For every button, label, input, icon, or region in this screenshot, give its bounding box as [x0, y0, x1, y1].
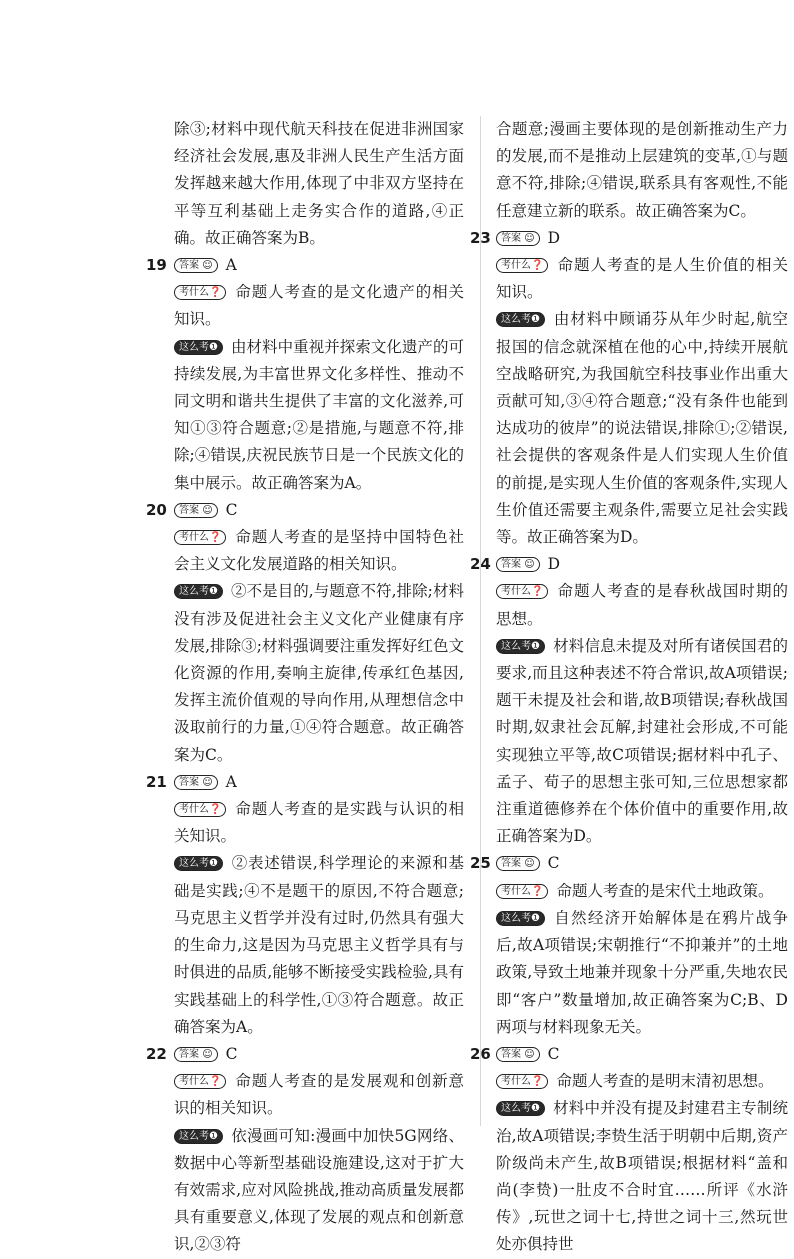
explanation: 这么考❶ ②表述错误,科学理论的来源和基础是实践;④不是题干的原因,不符合题意;马克思主义哲学并没有过时,仍然具有强大的生命力,这是因为马克思主义哲学具有与时俱进的品质,能够不断接受实践检验,具有实践基础上的科学性,①③符合题意。故正确答案为A。	[174, 854, 464, 1036]
kaoshenme-badge: 考什么❓	[496, 884, 548, 899]
kaoshenme-badge: 考什么❓	[174, 285, 226, 300]
question-20	[146, 497, 464, 769]
right-column	[470, 116, 788, 1259]
answer-badge: 答案 ☺	[496, 1047, 540, 1062]
answer-badge: 答案 ☺	[174, 775, 218, 790]
explanation: 这么考❶ 材料中并没有提及封建君主专制统治,故A项错误;李贽生活于明朝中后期,资产阶级尚未产生,故B项错误;根据材料“盖和尚(李贽)一肚皮不合时宜……所评《水浒传》,玩世之词十七,持世之词十三,然玩世处亦俱持世	[496, 1099, 788, 1254]
question-number: 23	[470, 228, 491, 247]
exam-point: 考什么❓ 命题人考查的是宋代土地政策。	[496, 878, 788, 905]
kaoshenme-badge: 考什么❓	[174, 530, 226, 545]
question-number: 26	[470, 1044, 491, 1063]
zheyangkao-badge: 这么考❶	[174, 340, 223, 355]
explanation: 这么考❶ 由材料中重视并探索文化遗产的可持续发展,为丰富世界文化多样性、推动不同文明和谐共生提供了丰富的文化滋养,可知①③符合题意;②是措施,与题意不符,排除;④错误,庆祝民族节日是一个民族文化的集中展示。故正确答案为A。	[174, 337, 464, 492]
smile-icon: ☺	[524, 1048, 535, 1060]
answer-badge: 答案 ☺	[496, 557, 540, 572]
smile-icon: ☺	[524, 559, 535, 571]
zheyangkao-badge: 这么考❶	[496, 911, 545, 926]
zheyangkao-badge: 这么考❶	[496, 1101, 545, 1116]
answer-badge: 答案 ☺	[174, 258, 218, 273]
explanation: 这么考❶ 依漫画可知:漫画中加快5G网络、数据中心等新型基础设施建设,这对于扩大有效需求,应对风险挑战,推动高质量发展都具有重要意义,体现了发展的观点和创新意识,②③符	[174, 1126, 464, 1254]
answer-line	[146, 1041, 464, 1068]
smile-icon: ☺	[202, 504, 213, 516]
question-21	[146, 769, 464, 1041]
question-number: 21	[146, 772, 167, 791]
kaoshenme-badge: 考什么❓	[496, 584, 548, 599]
answer-badge: 答案 ☺	[496, 231, 540, 246]
smile-icon: ☺	[202, 260, 213, 272]
zheyangkao-badge: 这么考❶	[174, 1129, 223, 1144]
smile-icon: ☺	[524, 858, 535, 870]
answer-line	[470, 551, 788, 578]
explanation: 这么考❶ 由材料中顾诵芬从年少时起,航空报国的信念就深植在他的心中,持续开展航空战略研究,为我国航空科技事业作出重大贡献可知,③④符合题意;“没有条件也能到达成功的彼岸”的说法错误,排除①;②错误,社会提供的客观条件是人们实现人生价值的前提,是实现人生价值的客观条件,实现人生价值还需要主观条件,需要立足社会实践等。故正确答案为D。	[496, 310, 788, 547]
smile-icon: ☺	[202, 1048, 213, 1060]
exam-point: 考什么❓ 命题人考查的是坚持中国特色社会主义文化发展道路的相关知识。	[174, 528, 464, 574]
question-25	[470, 850, 788, 1040]
smile-icon: ☺	[202, 776, 213, 788]
question-26	[470, 1041, 788, 1259]
question-24	[470, 551, 788, 850]
answer-letter: C	[547, 854, 560, 873]
answer-line	[146, 769, 464, 796]
zheyangkao-badge: 这么考❶	[496, 639, 545, 654]
answer-letter: D	[547, 228, 561, 247]
question-22	[146, 1041, 464, 1259]
exam-point: 考什么❓ 命题人考查的是发展观和创新意识的相关知识。	[174, 1072, 464, 1118]
column-divider	[480, 116, 481, 1126]
question-19	[146, 252, 464, 497]
left-column	[146, 116, 464, 1259]
answer-letter: C	[225, 1044, 238, 1063]
explanation: 这么考❶ ②不是目的,与题意不符,排除;材料没有涉及促进社会主义文化产业健康有序发展,排除③;材料强调要注重发挥好红色文化资源的作用,奏响主旋律,传承红色基因,发挥主流价值观的导向作用,从理想信念中汲取前行的力量,①④符合题意。故正确答案为C。	[174, 582, 464, 764]
zheyangkao-badge: 这么考❶	[174, 584, 223, 599]
answer-badge: 答案 ☺	[174, 503, 218, 518]
kaoshenme-badge: 考什么❓	[174, 1074, 226, 1089]
question-number: 19	[146, 256, 167, 275]
answer-line	[470, 850, 788, 877]
continued-explanation: 除③;材料中现代航天科技在促进非洲国家经济社会发展,惠及非洲人民生产生活方面发挥越来越大作用,体现了中非双方坚持在平等互利基础上走务实合作的道路,④正确。故正确答案为B。	[174, 120, 464, 247]
answer-letter: A	[225, 772, 237, 791]
answer-line	[470, 1041, 788, 1068]
explanation: 这么考❶ 材料信息未提及对所有诸侯国君的要求,而且这种表述不符合常识,故A项错误;题干未提及社会和谐,故B项错误;春秋战国时期,奴隶社会瓦解,封建社会形成,不可能实现独立平等,故C项错误;据材料中孔子、孟子、荀子的思想主张可知,三位思想家都注重道德修养在个体价值中的重要作用,故正确答案为D。	[496, 636, 788, 846]
answer-letter: A	[225, 256, 237, 275]
question-number: 22	[146, 1044, 167, 1063]
question-23	[470, 225, 788, 551]
kaoshenme-badge: 考什么❓	[496, 1074, 548, 1089]
exam-point: 考什么❓ 命题人考查的是明末清初思想。	[496, 1068, 788, 1095]
question-number: 25	[470, 854, 491, 873]
answer-letter: C	[547, 1044, 560, 1063]
exam-point: 考什么❓ 命题人考查的是人生价值的相关知识。	[496, 256, 788, 302]
exam-point: 考什么❓ 命题人考查的是实践与认识的相关知识。	[174, 800, 464, 846]
smile-icon: ☺	[524, 232, 535, 244]
question-number: 24	[470, 555, 491, 574]
zheyangkao-badge: 这么考❶	[496, 312, 545, 327]
exam-point: 考什么❓ 命题人考查的是文化遗产的相关知识。	[174, 283, 464, 329]
kaoshenme-badge: 考什么❓	[174, 802, 226, 817]
explanation: 这么考❶ 自然经济开始解体是在鸦片战争后,故A项错误;宋朝推行“不抑兼并”的土地政策,导致土地兼并现象十分严重,失地农民即“客户”数量增加,故正确答案为C;B、D两项与材料现象无关。	[496, 908, 788, 1036]
question-number: 20	[146, 500, 167, 519]
zheyangkao-badge: 这么考❶	[174, 856, 223, 871]
answer-letter: D	[547, 555, 561, 574]
continued-explanation: 合题意;漫画主要体现的是创新推动生产力的发展,而不是推动上层建筑的变革,①与题意不符,排除;④错误,联系具有客观性,不能任意建立新的联系。故正确答案为C。	[496, 120, 788, 220]
answer-letter: C	[225, 500, 238, 519]
answer-badge: 答案 ☺	[174, 1047, 218, 1062]
answer-line	[470, 225, 788, 252]
answer-line	[146, 252, 464, 279]
answer-badge: 答案 ☺	[496, 856, 540, 871]
answer-line	[146, 497, 464, 524]
kaoshenme-badge: 考什么❓	[496, 258, 548, 273]
exam-point: 考什么❓ 命题人考查的是春秋战国时期的思想。	[496, 582, 788, 628]
